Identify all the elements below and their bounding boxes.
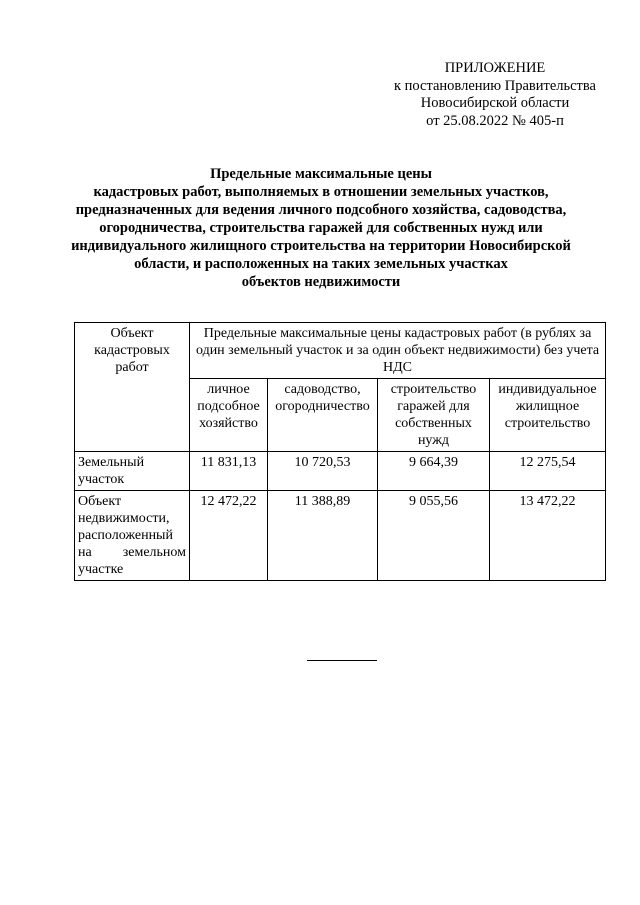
price-cell: 10 720,53: [268, 452, 378, 491]
price-cell: 11 831,13: [190, 452, 268, 491]
appendix-ref-line: к постановлению Правительства: [394, 77, 596, 94]
appendix-title: ПРИЛОЖЕНИЕ: [444, 60, 546, 76]
appendix-region-line: Новосибирской области: [420, 95, 570, 111]
object-header-cell: Объект кадастровых работ: [75, 323, 190, 452]
document-title: [60, 165, 582, 291]
row-label-line: на земельном: [78, 545, 186, 560]
row-label-line: расположенный: [78, 528, 173, 543]
price-cell: 12 275,54: [490, 452, 606, 491]
title-line: огородничества, строительства гаражей для собственных нужд или: [99, 220, 543, 236]
title-line: предназначенных для ведения личного подсобного хозяйства, садоводства,: [75, 202, 567, 218]
table-header-row: [75, 323, 606, 379]
price-cell: 13 472,22: [490, 491, 606, 581]
title-line: кадастровых работ, выполняемых в отношении земельных участков,: [93, 184, 549, 200]
row-label: [75, 491, 190, 581]
end-divider: [307, 660, 377, 661]
title-line: области, и расположенных на таких земельных участках: [134, 256, 508, 272]
price-cell: 12 472,22: [190, 491, 268, 581]
row-label-line: недвижимости,: [78, 511, 170, 526]
column-header: индивидуальное жилищное строительство: [490, 379, 606, 452]
row-label: Земельный участок: [75, 452, 190, 491]
row-label-line: участке: [78, 562, 124, 577]
price-cell: 9 055,56: [378, 491, 490, 581]
column-header: строительство гаражей для собственных нужд: [378, 379, 490, 452]
appendix-date-line: от 25.08.2022 № 405-п: [426, 112, 564, 129]
table-row: [75, 491, 606, 581]
column-header: личное подсобное хозяйство: [190, 379, 268, 452]
price-cell: 9 664,39: [378, 452, 490, 491]
price-table: [74, 322, 606, 581]
table-row: [75, 452, 606, 491]
title-line: Предельные максимальные цены: [210, 166, 432, 182]
price-cell: 11 388,89: [268, 491, 378, 581]
appendix-header: [390, 60, 600, 130]
title-line: индивидуального жилищного строительства на территории Новосибирской: [71, 238, 571, 254]
column-header: садоводство, огородничество: [268, 379, 378, 452]
row-label-line: Объект: [78, 494, 122, 509]
price-group-header-cell: Предельные максимальные цены кадастровых работ (в рублях за один земельный участок и за один объект недвижимости) без учета НДС: [190, 323, 606, 379]
title-line: объектов недвижимости: [241, 274, 401, 290]
